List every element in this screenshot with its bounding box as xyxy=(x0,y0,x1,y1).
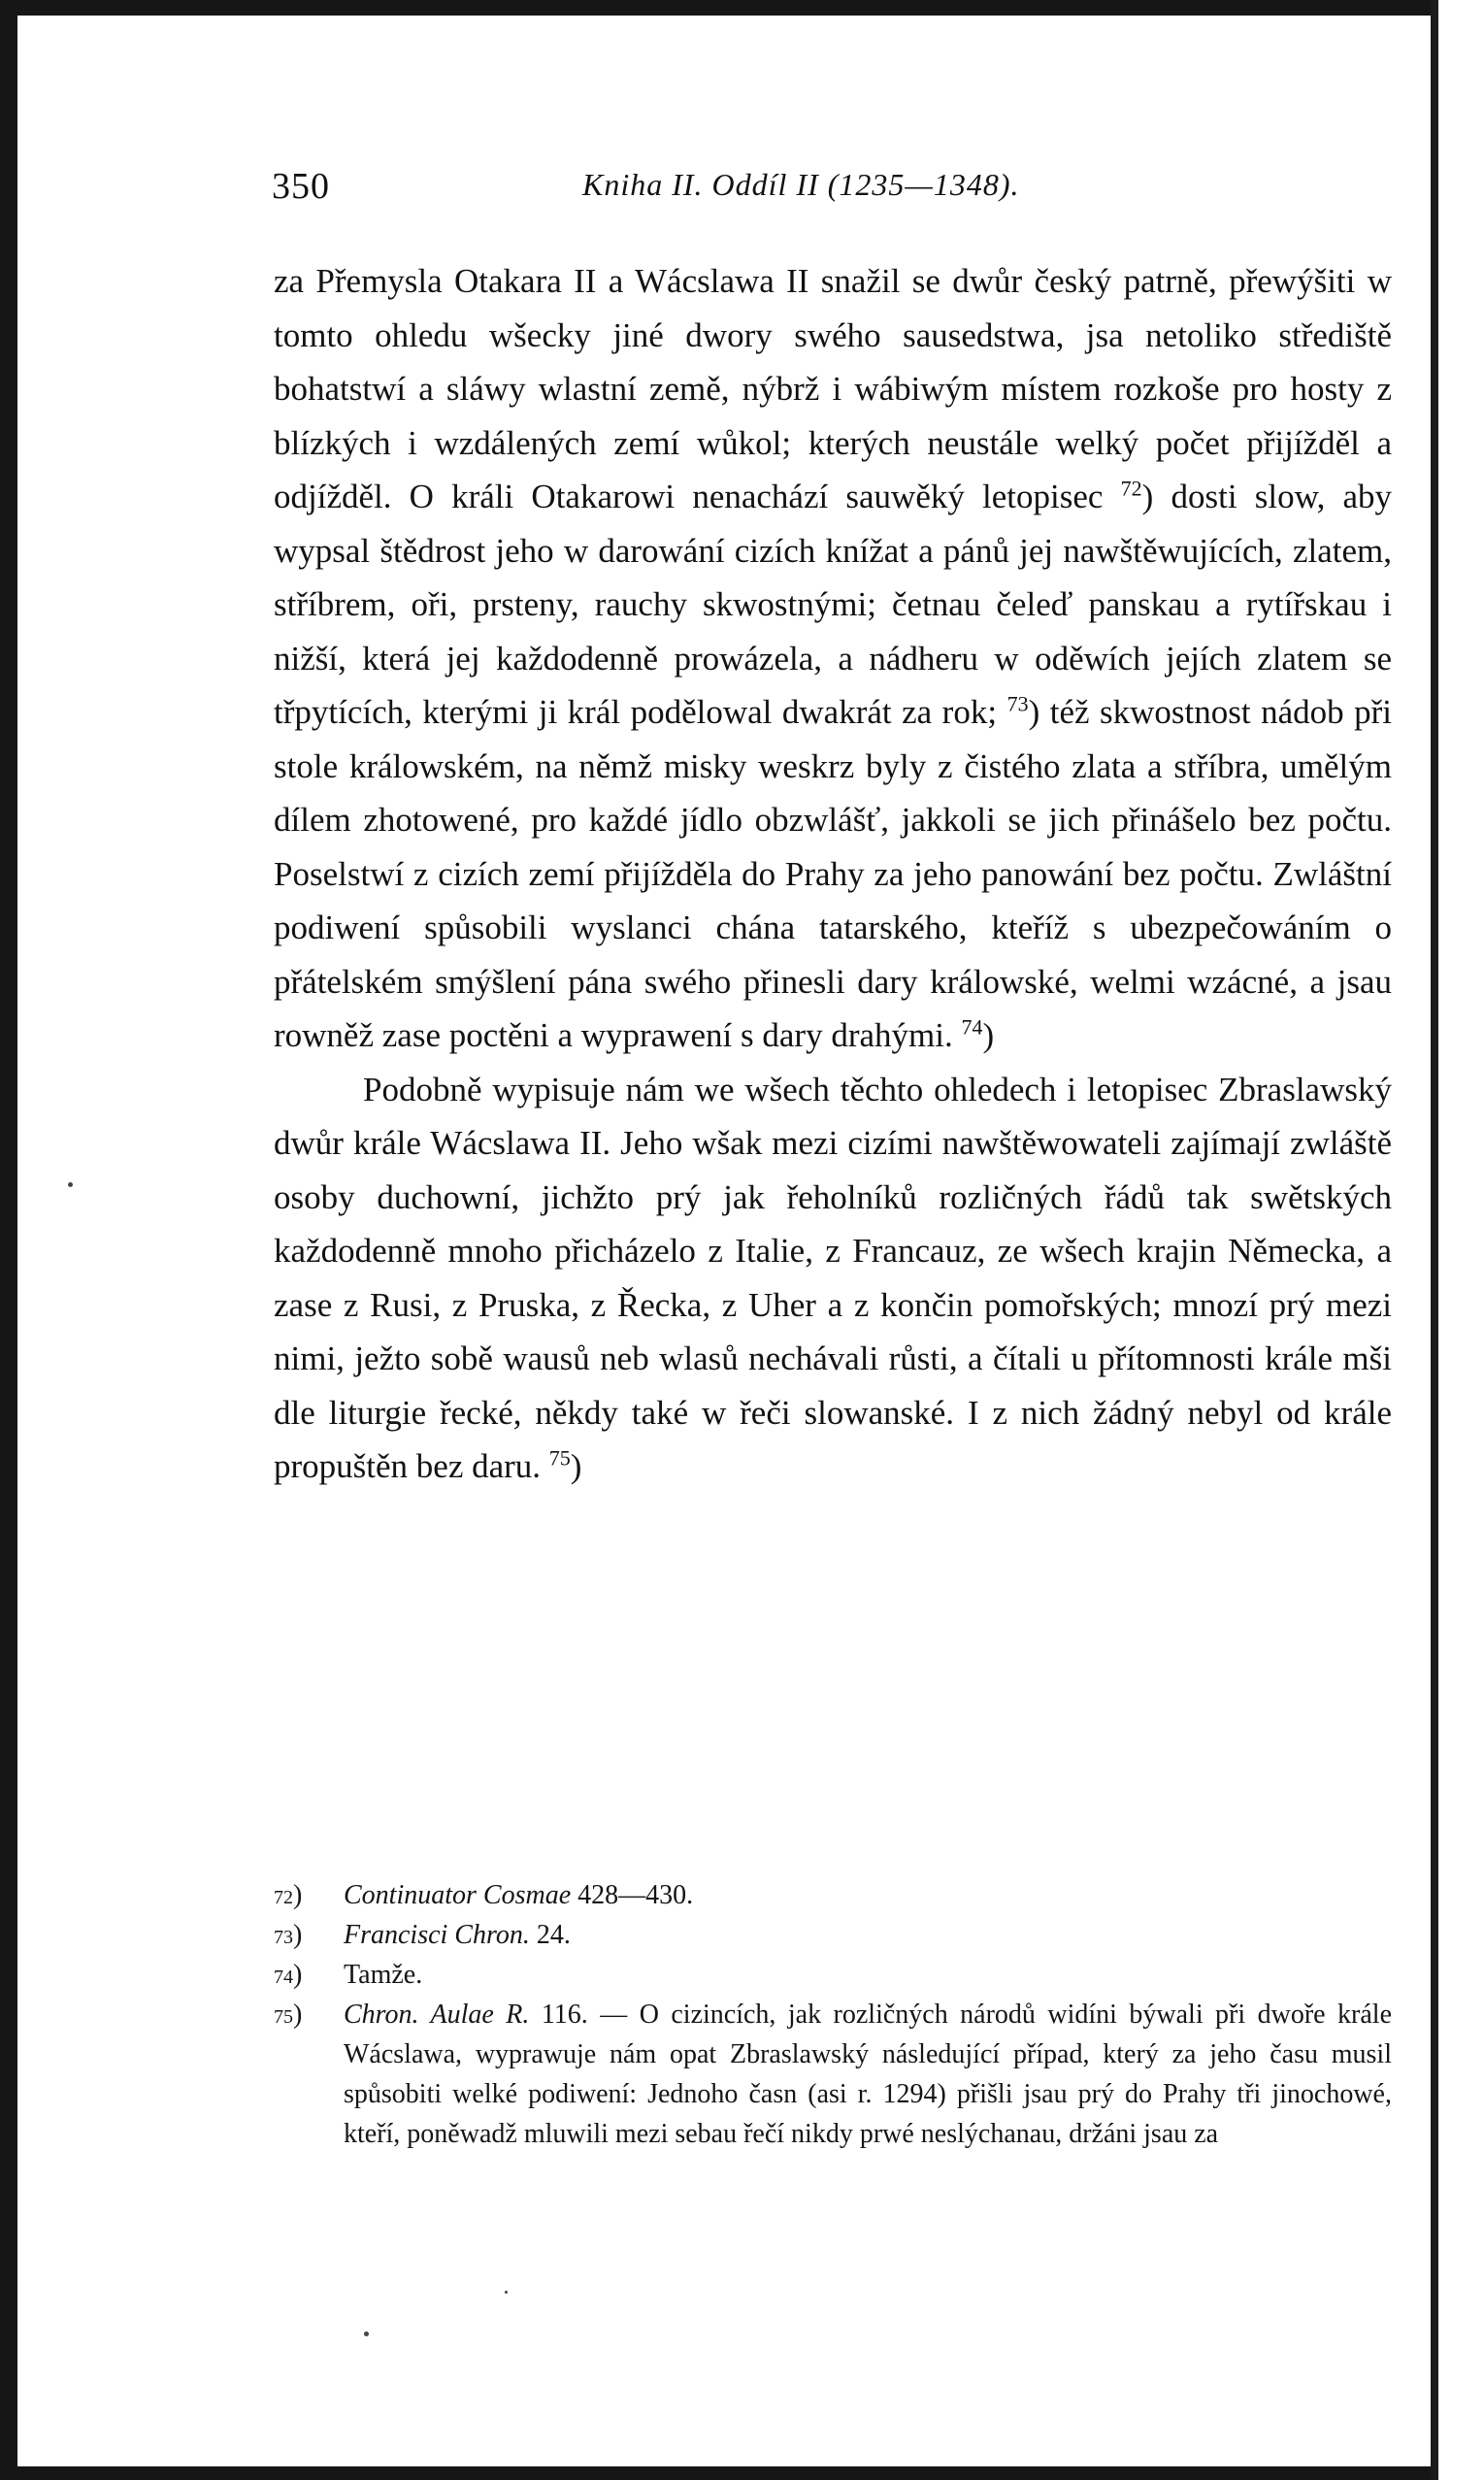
footnote-74 xyxy=(274,1955,1392,1995)
main-text xyxy=(274,254,1392,1494)
running-head: Kniha II. Oddíl II (1235—1348). xyxy=(582,167,1020,202)
footnote-number: 73 ) xyxy=(274,1915,302,1958)
scan-speck xyxy=(68,1182,73,1187)
footnote-ref-73: 73 xyxy=(1006,691,1029,716)
footnote-text: Tamže. xyxy=(344,1960,423,1990)
paragraph-1-text-b: dosti slow, aby wypsal štědrost jeho w darowání cizích knížat a pánů jej nawštěwujících, zlatem, stříbrem, oři, prsteny, rauchy skwostnými; četnau čeleď panskau a rytířskau i nižší, která jej každodenně prowázela, a nádheru w oděwích jejích zlatem se třpytících, kterými ji král podělowal dwakrát za rok; xyxy=(274,478,1393,731)
paragraph-1-text-a: za Přemysla Otakara II a Wácslawa II snažil se dwůr český patrně, přewýšiti w tomto ohledu wšecky jiné dwory swého sausedstwa, jsa netoliko střediště bohatstwí a sláwy wlastní země, nýbrž i wábiwým místem rozkoše pro hosty z blízkých i wzdálených zemí wůkol; kterých neustále welký počet přijížděl a odjížděl. O králi Otakarowi nenachází sauwěký letopisec xyxy=(274,262,1392,515)
page-header xyxy=(272,165,1103,215)
footnote-number: 75 ) xyxy=(274,1995,302,2037)
footnote-text: 428—430. xyxy=(577,1880,694,1910)
paragraph-2: Podobně wypisuje nám we wšech těchto ohledech i letopisec Zbraslawský dwůr krále Wácslawa II. Jeho wšak mezi cizími nawštěwowateli zajímají zwláště osoby duchowní, jichžto prý jak řeholníků rozličných řádů tak swětských každodenně mnoho přicházelo z Italie, z Francauz, ze wšech krajin Německa, a zase z Rusi, z Pruska, z Řecka, z Uher a z končin pomořských; mnozí prý mezi nimi, ježto sobě wausů neb wlasů nechávali růsti, a čítali u přítomnosti krále mši dle liturgie řecké, někdy také w řeči slowanské. I z nich žádný nebyl od krále propuštěn bez daru. $^{75}$) xyxy=(274,1070,1392,1485)
footnote-72 xyxy=(274,1875,1392,1915)
adjacent-page-edge xyxy=(1431,0,1484,2480)
footnote-75 xyxy=(274,1995,1392,2154)
footnote-source: Continuator Cosmae xyxy=(344,1880,572,1910)
footnotes xyxy=(274,1875,1392,2154)
page-number: 350 xyxy=(272,166,330,207)
paragraph-2-text: Podobně wypisuje nám we wšech těchto ohledech i letopisec Zbraslawský dwůr krále Wácslawa II. Jeho wšak mezi cizími nawštěwowateli zajímají zwláště osoby duchowní, jichžto prý jak řeholníků rozličných řádů tak swětských každodenně mnoho přicházelo z Italie, z Francauz, ze wšech krajin Německa, a zase z Rusi, z Pruska, z Řecka, z Uher a z končin pomořských; mnozí prý mezi nimi, ježto sobě wausů neb wlasů nechávali růsti, a čítali u přítomnosti krále mši dle liturgie řecké, někdy také w řeči slowanské. I z nich žádný nebyl od krále propuštěn bez daru. xyxy=(274,1070,1392,1485)
paragraph-1-text-c: též skwostnost nádob při stole králowském, na němž misky weskrz byly z čistého zlata a stříbra, umělým dílem zhotowené, pro každé jídlo obzwlášť, jakkoli se jich přinášelo bez počtu. Poselstwí z cizích zemí přijížděla do Prahy za jeho panowání bez počtu. Zwláštní podiwení spůsobili wyslanci chána tatarského, kteříž s ubezpečowáním o přátelském smýšlení pána swého přinesli dary králowské, welmi wzácné, a jsau rowněž zase poctěni a wyprawení s dary drahými. xyxy=(274,693,1393,1054)
footnote-source: Francisci Chron. xyxy=(344,1920,530,1950)
scan-speck xyxy=(505,2291,508,2294)
footnote-ref-74: 74 xyxy=(961,1014,983,1040)
scan-speck xyxy=(364,2331,369,2336)
footnote-ref-72: 72 xyxy=(1120,476,1142,501)
footnote-source: Chron. Aulae R. xyxy=(344,2000,530,2030)
footnote-ref-75: 75 xyxy=(548,1445,571,1471)
paragraph-1: za Přemysla Otakara II a Wácslawa II snažil se dwůr český patrně, přewýšiti w tomto ohledu wšecky jiné dwory swého sausedstwa, jsa netoliko střediště bohatstwí a sláwy wlastní země, nýbrž i wábiwým místem rozkoše pro hosty z blízkých i wzdálených zemí wůkol; kterých neustále welký počet přijížděl a odjížděl. O králi Otakarowi nenachází sauwěký letopisec $^{72}$) dosti slow, aby wypsal štědrost jeho w darowání cizích knížat a pánů jej nawštěwujících, zlatem, stříbrem, oři, prsteny, rauchy skwostnými; četnau čeleď panskau a rytířskau i nižší, která jej každodenně prowázela, a nádheru w oděwích jejích zlatem se třpytících, kterými ji král podělowal dwakrát za rok; $^{73}$) též skwostnost nádob při stole králowském, na němž misky weskrz byly z čistého zlata a stříbra, umělým dílem zhotowené, pro každé jídlo obzwlášť, jakkoli se jich přinášelo bez počtu. Poselstwí z cizích zemí přijížděla do Prahy za jeho panowání bez počtu. Zwláštní podiwení spůsobili wyslanci chána tatarského, kteříž s ubezpečowáním o přátelském smýšlení pána swého přinesli dary králowské, welmi wzácné, a jsau rowněž zase poctěni a wyprawení s dary drahými. $^{74}$) xyxy=(274,262,1393,1054)
footnote-number: 72 ) xyxy=(274,1875,302,1918)
footnote-text: 116. — O cizincích, jak rozličných národů widíni býwali při dwoře krále Wácslawa, wyprawuje nám opat Zbraslawský následující případ, který za jeho času musil spůsobiti welké podiwení: Jednoho časn (asi r. 1294) přišli jsau prý do Prahy tři jinochowé, kteří, poněwadž mluwili mezi sebau řečí nikdy prwé neslýchanau, držáni jsau za xyxy=(344,2000,1393,2149)
footnote-number: 74 ) xyxy=(274,1955,302,1998)
footnote-text: 24. xyxy=(536,1920,571,1950)
footnote-73 xyxy=(274,1915,1392,1955)
